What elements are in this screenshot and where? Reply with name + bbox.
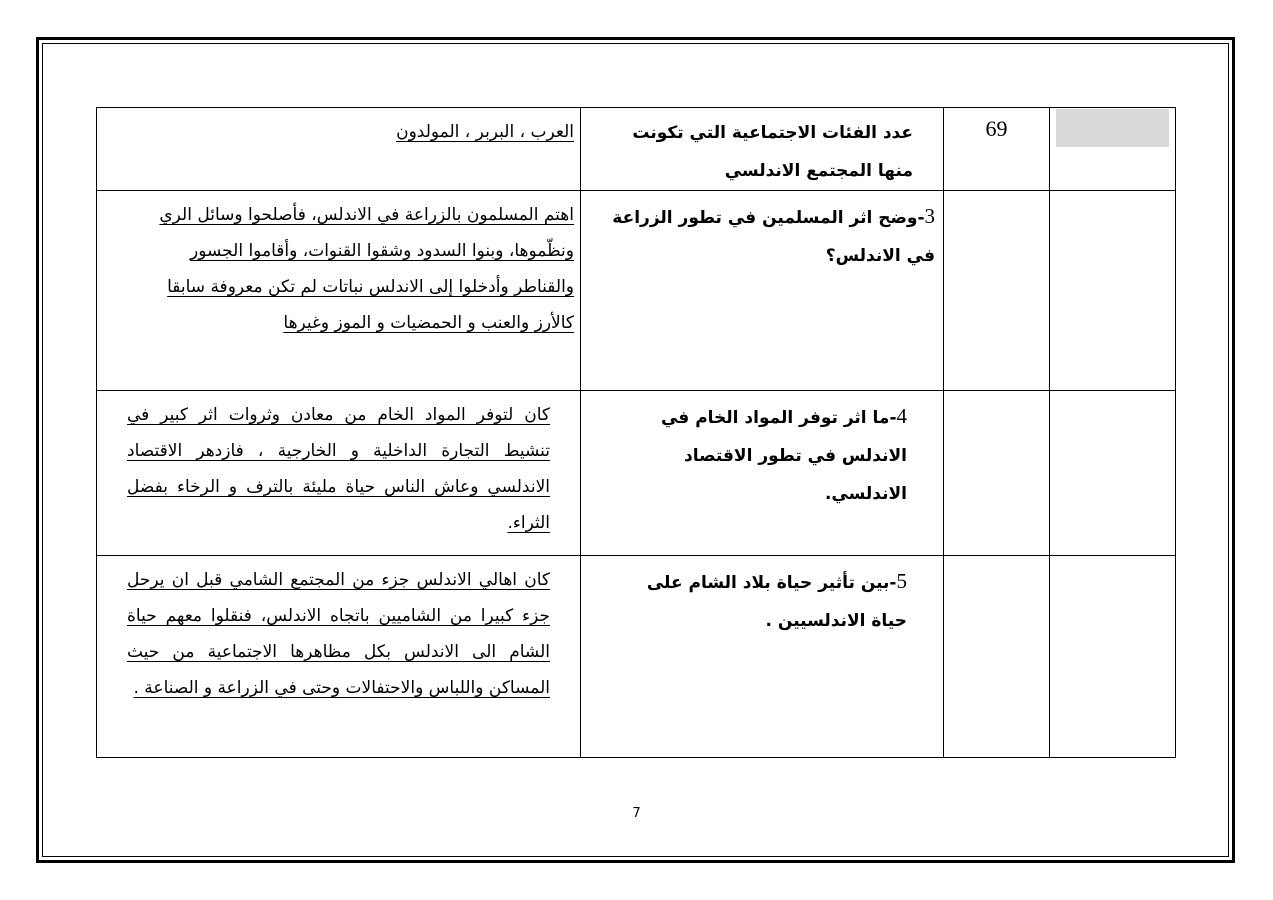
table-row <box>97 391 1176 556</box>
table-row <box>97 556 1176 758</box>
answer-text: اهتم المسلمون بالزراعة في الاندلس، فأصلحوا وسائل الري ونظّموها، وبنوا السدود وشقوا القنوات، وأقاموا الجسور والقناطر وأدخلوا إلى الاندلس نباتات لم تكن معروفة سابقا كالأرز والعنب و الحمضيات و الموز وغيرها <box>159 205 574 333</box>
mark-cell <box>1050 108 1176 191</box>
mark-cell <box>1050 556 1176 758</box>
question-number-cell <box>944 108 1050 191</box>
question-cell <box>581 391 944 556</box>
question-number-cell <box>944 556 1050 758</box>
question-number-cell <box>944 191 1050 391</box>
question-cell <box>581 191 944 391</box>
answer-text: كان لتوفر المواد الخام من معادن وثروات اثر كبير في تنشيط التجارة الداخلية و الخارجية ، فازدهر الاقتصاد الاندلسي وعاش الناس حياة مليئة بالترف و الرخاء بفضل الثراء. <box>127 405 550 533</box>
shaded-box <box>1056 109 1169 147</box>
question-text: عدد الفئات الاجتماعية التي تكونت منها المجتمع الاندلسي <box>632 123 913 181</box>
answer-cell <box>97 191 581 391</box>
question-index: 3 <box>924 204 935 228</box>
question-number-cell <box>944 391 1050 556</box>
table-row <box>97 191 1176 391</box>
answer-cell <box>97 556 581 758</box>
mark-cell <box>1050 191 1176 391</box>
answer-cell <box>97 108 581 191</box>
answer-text: كان اهالي الاندلس جزء من المجتمع الشامي قبل ان يرحل جزء كبيرا من الشاميين باتجاه الاندلس، فنقلوا معهم حياة الشام الى الاندلس بكل مظاهرها الاجتماعية من حيث المساكن واللباس والاحتفالات وحتى في الزراعة و الصناعة . <box>127 570 550 698</box>
question-cell <box>581 108 944 191</box>
question-text: -وضح اثر المسلمين في تطور الزراعة في الاندلس؟ <box>612 208 935 266</box>
question-text: -بين تأثير حياة بلاد الشام على حياة الاندلسيين . <box>646 573 907 631</box>
page-number: 7 <box>632 806 641 821</box>
question-index: 5 <box>896 569 907 593</box>
question-index: 4 <box>896 404 907 428</box>
answer-text: العرب ، البربر ، المولدون <box>396 122 574 142</box>
question-number: 69 <box>985 116 1008 141</box>
questions-table <box>96 107 1176 758</box>
mark-cell <box>1050 391 1176 556</box>
table-row <box>97 108 1176 191</box>
question-cell <box>581 556 944 758</box>
question-text: -ما اثر توفر المواد الخام في الاندلس في تطور الاقتصاد الاندلسي. <box>660 408 907 504</box>
answer-cell <box>97 391 581 556</box>
